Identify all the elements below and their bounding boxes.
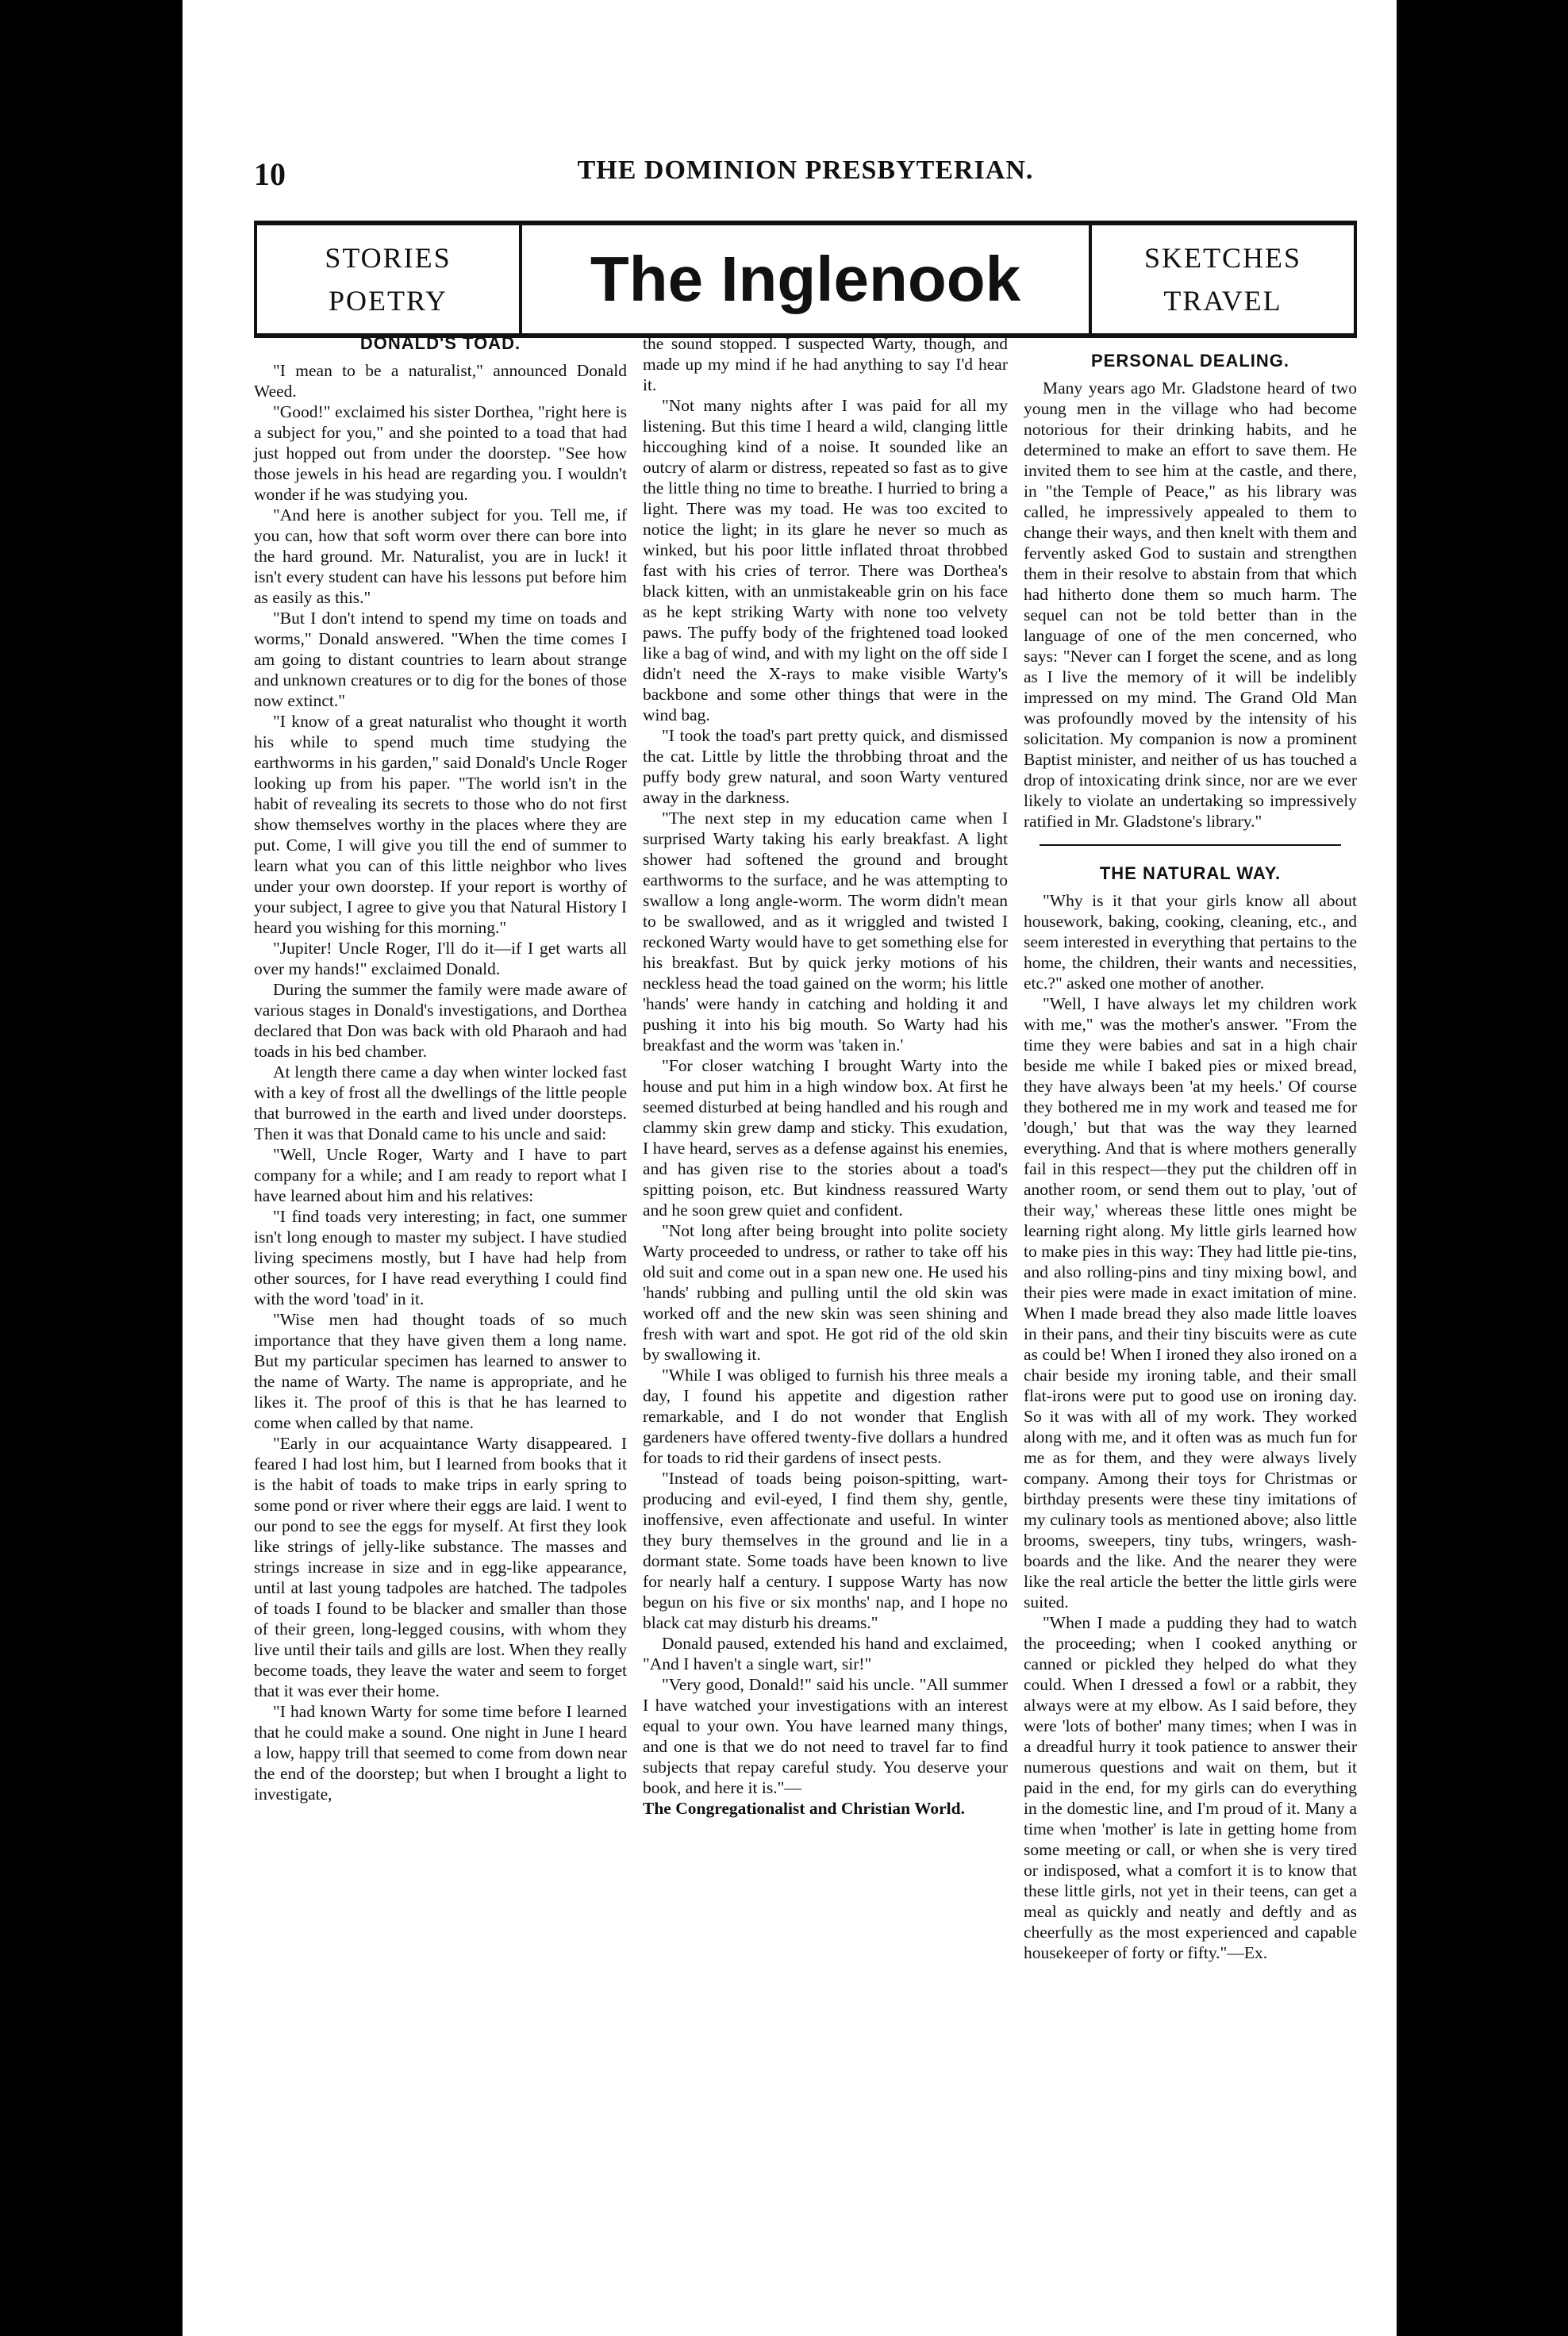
article-divider	[1040, 844, 1341, 846]
article-paragraph: "The next step in my education came when I surprised Warty taking his early breakfast. A light shower had softened the ground and brought earthworms to the surface, and he was attempting to swallow a long angle-worm. The worm didn't mean to be swallowed, and as it wriggled and twisted I reckoned Warty would have to get something else for his breakfast. But by quick jerky motions of his neckless head the toad gained on the worm; his little 'hands' were handy in catching and holding it and pushing it into his big mouth. So Warty had his breakfast and the worm was 'taken in.'	[643, 809, 1008, 1055]
column-2	[643, 333, 1008, 1819]
article-paragraph: "Jupiter! Uncle Roger, I'll do it—if I get warts all over my hands!" exclaimed Donald.	[254, 939, 627, 978]
article-paragraph: "For closer watching I brought Warty into the house and put him in a high window box. At first he seemed disturbed at being handled and his rough and clammy skin grew damp and sticky. This exudation, I have heard, serves as a defense against his enemies, and has given rise to the stories about a toad's spitting poison, etc. But kindness reassured Warty and he soon grew quiet and confident.	[643, 1056, 1008, 1220]
article-paragraph: "Very good, Donald!" said his uncle. "All summer I have watched your investigations with an interest equal to your own. You have learned many things, and one is that we do not need to travel far to find subjects that repay careful study. You deserve your book, and here it is."—	[643, 1675, 1008, 1797]
article-paragraph: "I took the toad's part pretty quick, and dismissed the cat. Little by little the throbbing throat and the puffy body grew natural, and soon Warty ventured away in the darkness.	[643, 726, 1008, 807]
column-3	[1024, 333, 1357, 1963]
article-paragraph: Donald paused, extended his hand and exclaimed, "And I haven't a single wart, sir!"	[643, 1634, 1008, 1673]
article-paragraph: "Early in our acquaintance Warty disappeared. I feared I had lost him, but I learned from books that it is the habit of toads to make trips in early spring to some pond or river where their eggs are laid. I went to our pond to see the eggs for myself. At first they look like strings of jelly-like substance. The masses and strings increase in size and in egg-like appearance, until at last young tadpoles are hatched. The tadpoles of toads I found to be blacker and smaller than those of their green, long-legged cousins, with whom they live until their tails and gills are lost. When they really become toads, they leave the water and seem to forget that it was ever their home.	[254, 1434, 627, 1700]
article-title-donalds-toad: DONALD'S TOAD.	[359, 333, 521, 353]
article-paragraph: "Why is it that your girls know all about housework, baking, cooking, cleaning, etc., and seem interested in everything that pertains to the home, the children, their wants and necessities, etc.?" asked one mother of another.	[1024, 891, 1357, 993]
article-paragraph: At length there came a day when winter locked fast with a key of frost all the dwellings of the little people that burrowed in the earth and lived under doorsteps. Then it was that Donald came to his uncle and said:	[254, 1062, 627, 1143]
article-paragraph: "Not many nights after I was paid for all my listening. But this time I heard a wild, clanging little hiccoughing kind of a noise. It sounded like an outcry of alarm or distress, repeated so fast as to give the little thing no time to breathe. I hurried to bring a light. There was my toad. He was too excited to notice the light; in its glare he never so much as winked, but his poor little inflated throat throbbed fast with his cries of terror. There was Dorthea's black kitten, with an unmistakeable grin on his face as he kept striking Warty with none too velvety paws. The puffy body of the frightened toad looked like a bag of wind, and with my light on the off side I didn't need the X-rays to make visible Warty's backbone and some other things that were in the wind bag.	[643, 396, 1008, 724]
article-paragraph: "Well, Uncle Roger, Warty and I have to part company for a while; and I am ready to report what I have learned about him and his relatives:	[254, 1145, 627, 1205]
article-paragraph: "Well, I have always let my children work with me," was the mother's answer. "From the time they were babies and sat in a high chair beside me while I baked pies or mixed bread, they have always been 'at my heels.' Of course they bothered me in my work and teased me for 'dough,' but that was the way they learned everything. And that is where mothers generally fail in this respect—they put the children off in another room, or send them out to play, 'out of their way,' whereas these little ones might be learning right along. My little girls learned how to make pies in this way: They had little pie-tins, and also rolling-pins and tiny mixing bowl, and their pies were made in exact imitation of mine. When I made bread they also made little loaves in their pans, and their tiny biscuits were as cute as could be! When I ironed they also ironed on a chair beside my ironing table, and their small flat-irons were put to good use on ironing day. So it was with all of my work. They worked along with me, and it often was as much fun for me as for them, and they were always lively company. Among their toys for Christmas or birthday presents were these tiny imitations of my culinary tools as mentioned above; also little brooms, sweepers, tiny tubs, wringers, wash-boards and the like. And the nearer they were like the real article the better the little girls were suited.	[1024, 994, 1357, 1612]
article-paragraph: "But I don't intend to spend my time on toads and worms," Donald answered. "When the time comes I am going to distant countries to learn about strange and unknown creatures or to dig for the bones of those now extinct."	[254, 609, 627, 710]
section-banner	[254, 221, 1357, 338]
article-paragraph: "Instead of toads being poison-spitting, wart-producing and evil-eyed, I find them shy, gentle, inoffensive, even affectionate and useful. In winter they bury themselves in the ground and lie in a dormant state. Some toads have been known to live for nearly half a century. I suppose Warty has now begun on his five or six months' nap, and I hope no black cat may disturb his dreams."	[643, 1469, 1008, 1632]
banner-right-box	[1089, 225, 1357, 333]
banner-left-box	[254, 225, 522, 333]
banner-label-sketches: SKETCHES	[1143, 242, 1302, 274]
banner-label-travel: TRAVEL	[1163, 285, 1282, 317]
article-paragraph: "I mean to be a naturalist," announced Donald Weed.	[254, 361, 627, 401]
page-header	[254, 156, 1357, 195]
article-paragraph: Many years ago Mr. Gladstone heard of two young men in the village who had become notorious for their drinking habits, and he determined to make an effort to save them. He invited them to see him at the castle, and there, in "the Temple of Peace," as his library was called, he impressively appealed to them to change their ways, and then knelt with them and fervently asked God to sustain and strengthen them in their resolve to abstain from that which had hitherto done them so much harm. The sequel can not be told better than in the language of one of the men concerned, who says: "Never can I forget the scene, and as long as I live the memory of it will be indelibly impressed on my mind. The Grand Old Man was profoundly moved by the intensity of his solicitation. My companion is now a prominent Baptist minister, and neither of us has touched a drop of intoxicating drink since, nor are we ever likely to violate an undertaking so impressively ratified in Mr. Gladstone's library."	[1024, 378, 1357, 831]
article-title-personal-dealing: PERSONAL DEALING.	[1090, 351, 1290, 371]
section-title: The Inglenook	[590, 244, 1021, 314]
article-source: The Congregationalist and Christian World.	[643, 1799, 965, 1818]
article-paragraph: During the summer the family were made aware of various stages in Donald's investigations, and Dorthea declared that Don was back with old Pharaoh and had toads in his bed chamber.	[254, 980, 627, 1061]
article-paragraph: "And here is another subject for you. Tell me, if you can, how that soft worm over there can bore into the hard ground. Mr. Naturalist, you are in luck! it isn't every student can have his lessons put before him as easily as this."	[254, 505, 627, 607]
article-paragraph: the sound stopped. I suspected Warty, though, and made up my mind if he had anything to say I'd hear it.	[643, 334, 1008, 394]
article-paragraph: "I know of a great naturalist who thought it worth his while to spend much time studying the earthworms in his garden," said Donald's Uncle Roger looking up from his paper. "The world isn't in the habit of revealing its secrets to those who do not first show themselves worthy in the places where they are put. Come, I will give you till the end of summer to learn what you can of this little neighbor who lives under your own doorstep. If your report is worthy of your subject, I agree to give you that Natural History I heard you wishing for this morning."	[254, 712, 627, 937]
publication-title: THE DOMINION PRESBYTERIAN.	[577, 156, 1034, 185]
column-1	[254, 333, 627, 1804]
banner-label-poetry: POETRY	[328, 285, 448, 317]
article-paragraph: "I had known Warty for some time before I learned that he could make a sound. One night in June I heard a low, happy trill that seemed to come from down near the end of the doorstep; but when I brought a light to investigate,	[254, 1702, 627, 1804]
newspaper-page	[183, 0, 1397, 2336]
page-number: 10	[254, 156, 286, 192]
article-paragraph: "When I made a pudding they had to watch the proceeding; when I cooked anything or canned or pickled they helped do what they could. When I dressed a fowl or a rabbit, they always were at my elbow. As I said before, they were 'lots of bother' many times; when I was in a dreadful hurry it took patience to answer their numerous questions and wait on them, but it paid in the end, for my girls can do everything in the domestic line, and I'm proud of it. Many a time when 'mother' is late in getting home from some meeting or call, or when she is very tired or indisposed, what a comfort it is to know that these little girls, not yet in their teens, can get a meal as quickly and neatly and deftly and as cheerfully as the most experienced and capable housekeeper of forty or fifty."—Ex.	[1024, 1613, 1357, 1962]
article-title-natural-way: THE NATURAL WAY.	[1099, 863, 1282, 883]
article-paragraph: "Not long after being brought into polite society Warty proceeded to undress, or rather to take off his old suit and come out in a span new one. He used his 'hands' rubbing and pulling until the old skin was worked off and the new skin was seen shining and fresh with wart and spot. He got rid of the old skin by swallowing it.	[643, 1221, 1008, 1364]
banner-label-stories: STORIES	[325, 242, 452, 274]
article-paragraph: "I find toads very interesting; in fact, one summer isn't long enough to master my subject. I have studied living specimens mostly, but I have had help from other sources, for I have read everything I could find with the word 'toad' in it.	[254, 1207, 627, 1308]
article-paragraph: "While I was obliged to furnish his three meals a day, I found his appetite and digestion rather remarkable, and I do not wonder that English gardeners have offered twenty-five dollars a hundred for toads to rid their gardens of insect pests.	[643, 1366, 1008, 1467]
article-paragraph: "Good!" exclaimed his sister Dorthea, "right here is a subject for you," and she pointed to a toad that had just hopped out from under the doorstep. "See how those jewels in his head are regarding you. I wouldn't wonder if he was studying you.	[254, 402, 627, 504]
article-paragraph: "Wise men had thought toads of so much importance that they have given them a long name. But my particular specimen has learned to answer to the name of Warty. The name is appropriate, and he likes it. The proof of this is that he has learned to come when called by that name.	[254, 1310, 627, 1432]
